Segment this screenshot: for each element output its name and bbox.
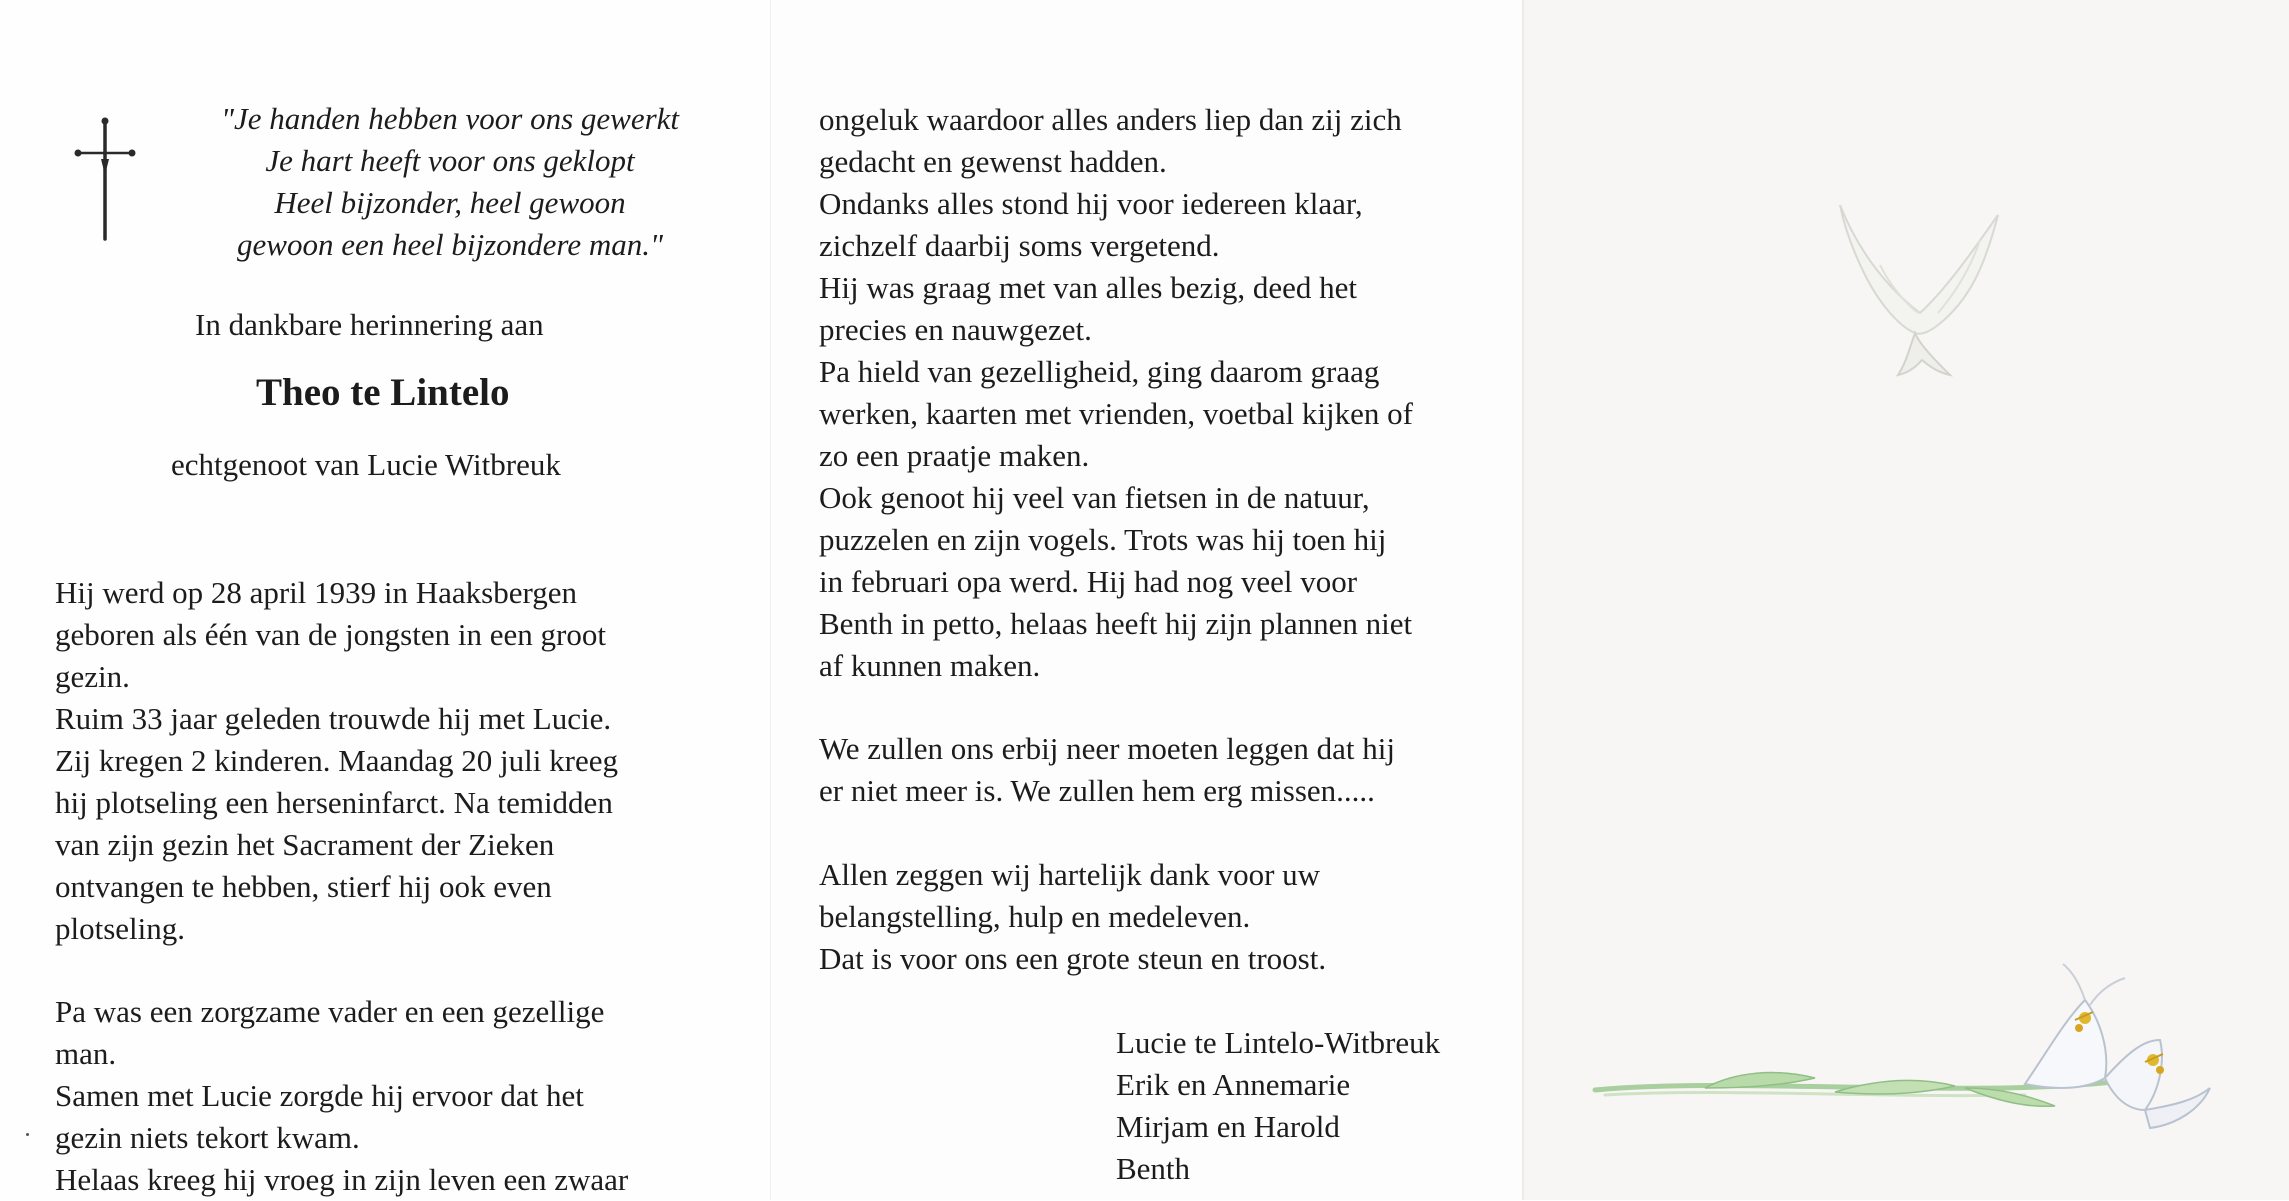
text-line: af kunnen maken. [819, 648, 1041, 683]
signer-name: Mirjam en Harold [1116, 1109, 1340, 1144]
biography-paragraph-2 [55, 991, 628, 1201]
text-line: gezin. [55, 659, 130, 694]
text-line: Hij was graag met van alles bezig, deed het [819, 270, 1357, 305]
poem-line: "Je handen hebben voor ons gewerkt [220, 101, 680, 136]
scan-speck [26, 1133, 29, 1136]
text-line: in februari opa werd. Hij had nog veel voor [819, 564, 1358, 599]
text-line: plotseling. [55, 911, 186, 946]
poem-line: Je hart heeft voor ons geklopt [265, 143, 635, 178]
biography-paragraph-1 [55, 572, 618, 950]
text-line: Hij werd op 28 april 1939 in Haaksbergen [55, 575, 578, 610]
text-line: puzzelen en zijn vogels. Trots was hij toen hij [819, 522, 1387, 557]
text-line: Ruim 33 jaar geleden trouwde hij met Lucie. [55, 701, 612, 736]
text-line: werken, kaarten met vrienden, voetbal kijken of [819, 396, 1413, 431]
left-panel [0, 0, 770, 1200]
lily-flower-icon [1585, 960, 2235, 1150]
text-line: Zij kregen 2 kinderen. Maandag 20 juli kreeg [55, 743, 618, 778]
spouse-line: echtgenoot van Lucie Witbreuk [171, 447, 561, 482]
biography-paragraph-3 [819, 99, 1413, 687]
text-line: Samen met Lucie zorgde hij ervoor dat het [55, 1078, 584, 1113]
poem-quote [150, 98, 750, 266]
cross-icon [70, 115, 140, 245]
dove-icon [1820, 195, 2010, 395]
signer-name: Lucie te Lintelo-Witbreuk [1116, 1025, 1441, 1060]
memorial-intro: In dankbare herinnering aan [195, 307, 544, 342]
poem-line: gewoon een heel bijzondere man." [237, 227, 663, 262]
family-signatures [1116, 1022, 1440, 1190]
deceased-name: Theo te Lintelo [256, 371, 510, 414]
text-line: Helaas kreeg hij vroeg in zijn leven een zwaar [55, 1162, 629, 1197]
poem-line: Heel bijzonder, heel gewoon [274, 185, 626, 220]
text-line: ontvangen te hebben, stierf hij ook even [55, 869, 552, 904]
text-line: Ook genoot hij veel van fietsen in de natuur, [819, 480, 1370, 515]
text-line: Allen zeggen wij hartelijk dank voor uw [819, 857, 1321, 892]
text-line: Ondanks alles stond hij voor iedereen klaar, [819, 186, 1363, 221]
text-line: precies en nauwgezet. [819, 312, 1092, 347]
text-line: Benth in petto, helaas heeft hij zijn plannen niet [819, 606, 1413, 641]
text-line: We zullen ons erbij neer moeten leggen dat hij [819, 731, 1395, 766]
text-line: gezin niets tekort kwam. [55, 1120, 360, 1155]
text-line: ongeluk waardoor alles anders liep dan zij zich [819, 102, 1402, 137]
text-line: man. [55, 1036, 117, 1071]
text-line: Pa was een zorgzame vader en een gezellige [55, 994, 605, 1029]
text-line: hij plotseling een herseninfarct. Na temidden [55, 785, 613, 820]
thanks-paragraph [819, 854, 1326, 980]
signer-name: Erik en Annemarie [1116, 1067, 1351, 1102]
text-line: er niet meer is. We zullen hem erg missen..... [819, 773, 1375, 808]
text-line: zo een praatje maken. [819, 438, 1090, 473]
text-line: geboren als één van de jongsten in een groot [55, 617, 606, 652]
text-line: zichzelf daarbij soms vergetend. [819, 228, 1220, 263]
text-line: van zijn gezin het Sacrament der Zieken [55, 827, 555, 862]
signer-name: Benth [1116, 1151, 1191, 1186]
text-line: belangstelling, hulp en medeleven. [819, 899, 1251, 934]
farewell-paragraph [819, 728, 1395, 812]
text-line: gedacht en gewenst hadden. [819, 144, 1167, 179]
text-line: Dat is voor ons een grote steun en troost. [819, 941, 1327, 976]
text-line: Pa hield van gezelligheid, ging daarom graag [819, 354, 1380, 389]
